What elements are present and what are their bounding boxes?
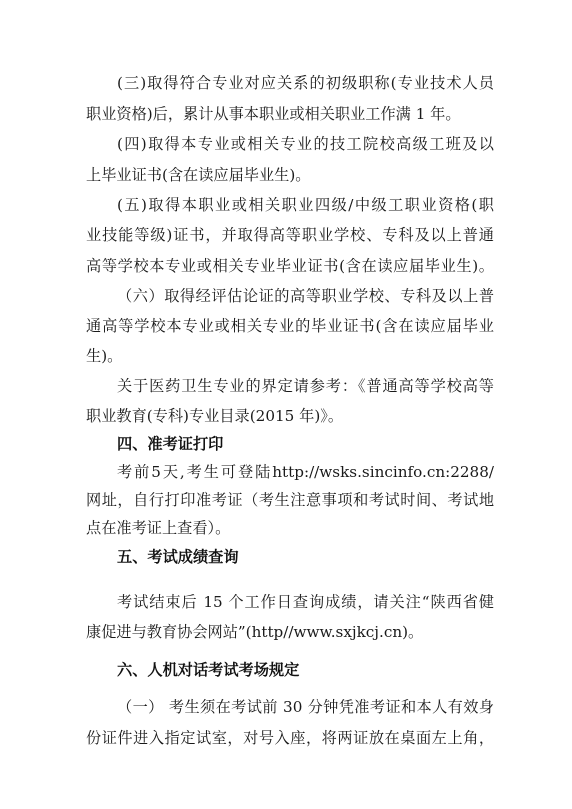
section-4-line-1: 考前5天,考生可登陆http://wsks.sincinfo.cn:2288/ bbox=[117, 463, 494, 481]
section-5-line-1: 考试结束后 15 个工作日查询成绩，请关注“陕西省健 bbox=[117, 593, 494, 611]
condition-6-line-2: 通高等学校本专业或相关专业的毕业证书(含在读应届毕业 bbox=[86, 317, 494, 335]
section-6-line-2: 份证件进入指定试室，对号入座，将两证放在桌面左上角， bbox=[86, 729, 494, 747]
section-6-line-1: （一） 考生须在考试前 30 分钟凭准考证和本人有效身 bbox=[117, 698, 494, 716]
condition-5-line-1: (五)取得本职业或相关职业四级/中级工职业资格(职 bbox=[117, 196, 494, 214]
section-5-heading: 五、考试成绩查询 bbox=[117, 548, 239, 566]
medical-note-line-2: 职业教育(专科)专业目录(2015 年)》。 bbox=[86, 407, 344, 425]
condition-3-line-1: (三)取得符合专业对应关系的初级职称(专业技术人员 bbox=[117, 74, 494, 92]
condition-6-line-1: （六）取得经评估论证的高等职业学校、专科及以上普 bbox=[117, 287, 494, 305]
condition-4-line-1: (四)取得本专业或相关专业的技工院校高级工班及以 bbox=[117, 135, 494, 153]
section-4-line-2: 网址，自行打印准考证（考生注意事项和考试时间、考试地 bbox=[86, 491, 494, 509]
section-5-line-2: 康促进与教育协会网站”(http//www.sxjkcj.cn)。 bbox=[86, 623, 424, 641]
condition-3-line-2: 职业资格)后，累计从事本职业或相关职业工作满 1 年。 bbox=[86, 105, 461, 123]
section-4-line-3: 点在准考证上查看）。 bbox=[86, 519, 231, 537]
condition-5-line-2: 业技能等级)证书，并取得高等职业学校、专科及以上普通 bbox=[86, 226, 494, 244]
section-4-heading: 四、准考证打印 bbox=[117, 435, 224, 453]
condition-4-line-2: 上毕业证书(含在读应届毕业生)。 bbox=[86, 166, 311, 184]
medical-note-line-1: 关于医药卫生专业的界定请参考：《普通高等学校高等 bbox=[117, 377, 494, 395]
condition-5-line-3: 高等学校本专业或相关专业毕业证书(含在读应届毕业生)。 bbox=[86, 257, 494, 275]
condition-6-line-3: 生)。 bbox=[86, 347, 123, 365]
section-6-heading: 六、人机对话考试考场规定 bbox=[117, 661, 300, 679]
